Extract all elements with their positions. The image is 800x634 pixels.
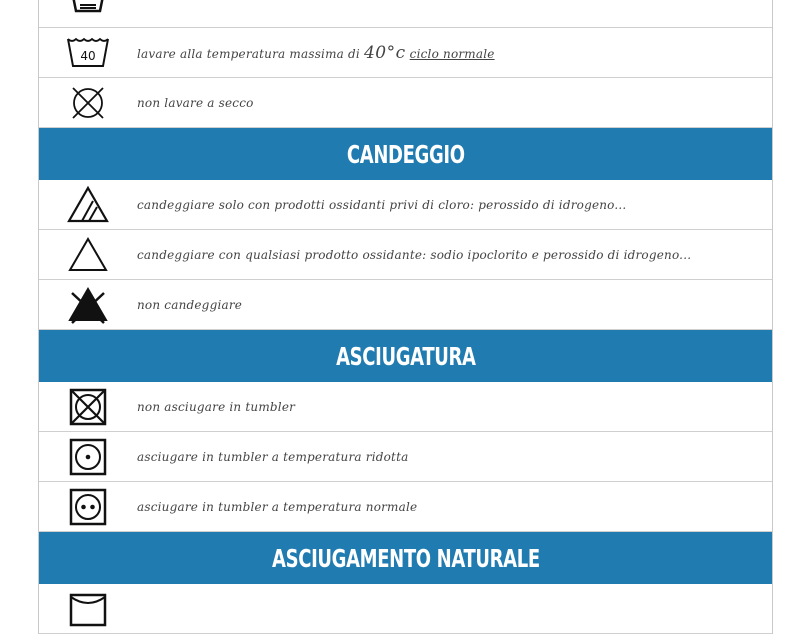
no-bleach-icon (39, 280, 137, 330)
row-text: candeggiare solo con prodotti ossidanti privi di cloro: perossido di idrogeno... (137, 197, 627, 212)
table-row (39, 280, 772, 330)
section-title: CANDEGGIO (346, 139, 465, 169)
temperature-text: 40°c (363, 42, 406, 63)
row-text (137, 43, 495, 63)
section-header-asciugamento-naturale (39, 532, 772, 584)
section-header-asciugatura (39, 330, 772, 382)
row-text: candeggiare con qualsiasi prodotto ossidante: sodio ipoclorito e perossido di idrogeno... (137, 247, 692, 262)
table-row (39, 584, 772, 634)
row-text: asciugare in tumbler a temperatura ridotta (137, 449, 409, 464)
table-row (39, 78, 772, 128)
table-row (39, 28, 772, 78)
table-row (39, 382, 772, 432)
no-tumble-dry-icon (39, 382, 137, 432)
row-text: non asciugare in tumbler (137, 399, 296, 414)
bleach-non-chlorine-icon (39, 180, 137, 230)
table-row (39, 180, 772, 230)
wash-40-icon (39, 28, 137, 78)
section-title: ASCIUGAMENTO NATURALE (271, 543, 540, 573)
table-row (39, 0, 772, 28)
cycle-text: ciclo normale (409, 46, 495, 61)
care-symbols-table (38, 0, 773, 634)
wash-tub-partial-icon (39, 0, 137, 28)
row-text: asciugare in tumbler a temperatura normale (137, 499, 418, 514)
wash-temp-label: 40 (80, 48, 96, 63)
table-row (39, 482, 772, 532)
section-header-candeggio (39, 128, 772, 180)
table-row (39, 230, 772, 280)
bleach-any-icon (39, 230, 137, 280)
row-text: non lavare a secco (137, 95, 254, 110)
line-dry-icon (39, 584, 137, 634)
section-title: ASCIUGATURA (335, 341, 476, 371)
table-row (39, 432, 772, 482)
row-text: non candeggiare (137, 297, 243, 312)
no-dry-clean-icon (39, 78, 137, 128)
tumble-dry-normal-icon (39, 482, 137, 532)
tumble-dry-low-icon (39, 432, 137, 482)
row-text-part: lavare alla temperatura massima di (137, 46, 364, 61)
